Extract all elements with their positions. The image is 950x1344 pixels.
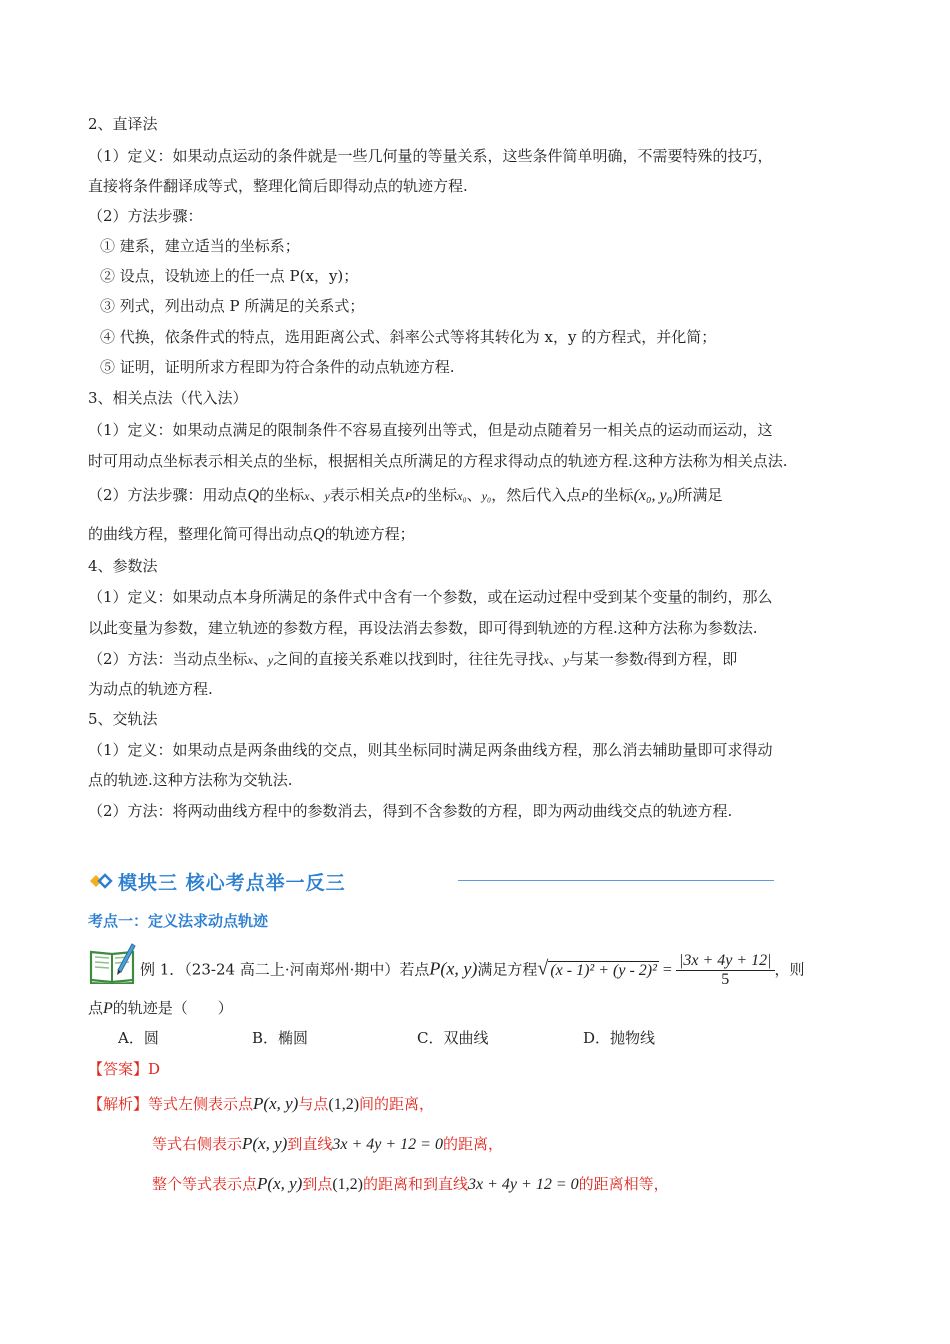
sec3-steps-line1: （2）方法步骤：用动点Q的坐标x、y表示相关点P的坐标x₀、y₀，然后代入点P的坐标(x₀, y₀)所满足 <box>88 486 723 504</box>
sec2-step-5: ⑤ 证明，证明所求方程即为符合条件的动点轨迹方程. <box>100 358 455 376</box>
example-1-line1: 例 1．（23-24 高二上·河南郑州·期中）若点P(x, y)满足方程√ (x - 1)² + (y - 2)² = $\frac{|3x + 4y + 12|}{5}$ ，则 <box>140 952 805 988</box>
answer-value: D <box>148 1060 161 1078</box>
answer-label: 【答案】 <box>88 1060 149 1078</box>
analysis-line1: 【解析】等式左侧表示点P(x, y)与点(1,2)间的距离， <box>88 1094 435 1113</box>
section-3-title: 3、相关点法（代入法） <box>88 389 248 407</box>
option-b[interactable]: B．椭圆 <box>252 1029 309 1047</box>
sec4-method-line1: （2）方法：当动点坐标x、y之间的直接关系难以找到时，往往先寻找x、y与某一参数t得到方程，即 <box>88 650 738 668</box>
example-1-line2: 点P的轨迹是（ ） <box>88 999 233 1017</box>
diamond-chevron-icon <box>88 870 114 892</box>
sec2-def-line2: 直接将条件翻译成等式，整理化简后即得动点的轨迹方程. <box>88 177 468 195</box>
sec4-method-line2: 为动点的轨迹方程. <box>88 680 213 698</box>
sqrt-expression: (x - 1)² + (y - 2)² <box>550 961 657 979</box>
sec4-def-line2: 以此变量为参数，建立轨迹的参数方程，再设法消去参数，即可得到轨迹的方程.这种方法称为参数法. <box>88 619 758 637</box>
answer-line <box>88 1059 160 1079</box>
analysis-line3: 整个等式表示点P(x, y)到点(1,2)的距离和到直线3x + 4y + 12 = 0的距离相等， <box>152 1174 669 1193</box>
section-5-title: 5、交轨法 <box>88 710 158 728</box>
sec2-step-4: ④ 代换，依条件式的特点，选用距离公式、斜率公式等将其转化为 x，y 的方程式，并化简； <box>100 328 717 346</box>
book-icon <box>88 940 136 984</box>
module-divider <box>458 880 774 881</box>
option-c[interactable]: C．双曲线 <box>417 1029 489 1047</box>
sec4-def-line1: （1）定义：如果动点本身所满足的条件式中含有一个参数，或在运动过程中受到某个变量的制约，那么 <box>88 588 773 606</box>
section-2-title: 2、直译法 <box>88 115 158 133</box>
sec3-def-line1: （1）定义：如果动点满足的限制条件不容易直接列出等式，但是动点随着另一相关点的运动而运动，这 <box>88 421 773 439</box>
sec3-def-line2: 时可用动点坐标表示相关点的坐标，根据相关点所满足的方程求得动点的轨迹方程.这种方法称为相关点法. <box>88 452 788 470</box>
kaodian-title: 考点一：定义法求动点轨迹 <box>88 912 269 930</box>
sec2-steps-title: （2）方法步骤： <box>88 207 203 225</box>
module-title: 模块三 核心考点举一反三 <box>118 872 346 894</box>
module-banner <box>88 866 698 896</box>
sec5-method: （2）方法：将两动曲线方程中的参数消去，得到不含参数的方程，即为两动曲线交点的轨迹方程. <box>88 802 733 820</box>
option-d[interactable]: D．抛物线 <box>583 1029 656 1047</box>
sec2-step-1: ① 建系，建立适当的坐标系； <box>100 237 300 255</box>
sec2-step-2: ② 设点，设轨迹上的任一点 P(x，y)； <box>100 267 359 285</box>
analysis-line2: 等式右侧表示P(x, y)到直线3x + 4y + 12 = 0的距离， <box>152 1134 503 1153</box>
section-4-title: 4、参数法 <box>88 557 158 575</box>
sec5-def-line1: （1）定义：如果动点是两条曲线的交点，则其坐标同时满足两条曲线方程，那么消去辅助量即可求得动 <box>88 741 773 759</box>
option-a[interactable]: A．圆 <box>118 1029 159 1047</box>
fraction-expression: $\frac{|3x + 4y + 12|}{5}$ <box>676 952 775 989</box>
sec3-steps-line2: 的曲线方程，整理化简可得出动点Q的轨迹方程； <box>88 525 415 543</box>
sec5-def-line2: 点的轨迹.这种方法称为交轨法. <box>88 771 293 789</box>
sec2-def-line1: （1）定义：如果动点运动的条件就是一些几何量的等量关系，这些条件简单明确，不需要特殊的技巧， <box>88 147 773 165</box>
sec2-step-3: ③ 列式，列出动点 P 所满足的关系式； <box>100 297 365 315</box>
